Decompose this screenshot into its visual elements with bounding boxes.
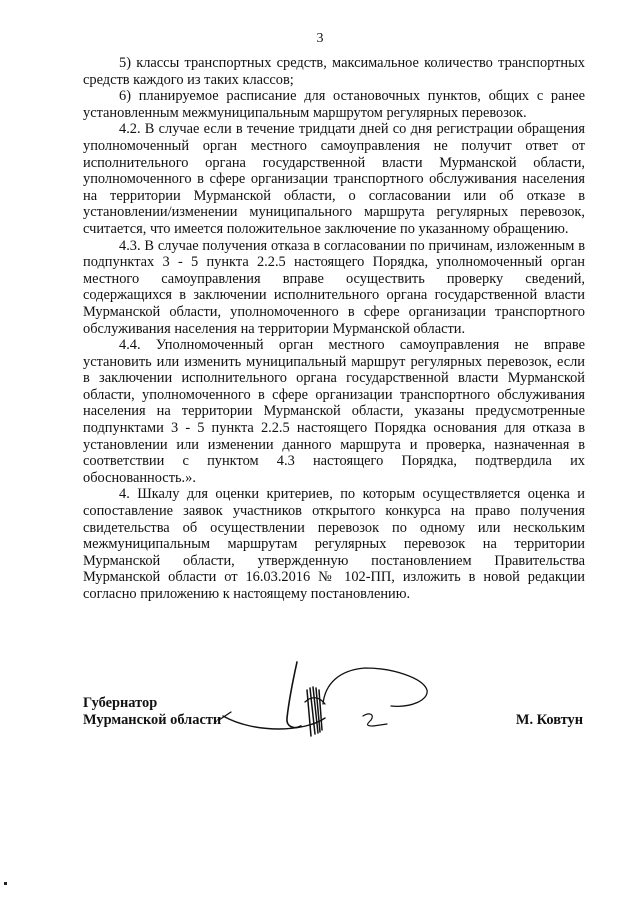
paragraph-4-4: 4.4. Уполномоченный орган местного самоуправления не вправе установить или изменить муниципальный маршрут регулярных перевозок, если в заключении исполнительного органа государственной власти Мурманской области, уполномоченного в сфере организации транспортного обслуживания населения на территории Мурманской области, указаны предусмотренные подпунктами 3 - 5 пункта 2.2.5 настоящего Порядка основания для отказа в установлении или изменении данного маршрута и проверка, назначенная в соответствии с пунктом 4.3 настоящего Порядка, подтвердила их обоснованность.». xyxy=(83,337,585,486)
paragraph-item-5-vehicle-classes: 5) классы транспортных средств, максимальное количество транспортных средств каждого из таких классов; xyxy=(83,55,585,88)
page-number: 3 xyxy=(316,31,324,46)
signatory-position xyxy=(83,695,221,729)
signatory-position-line1: Губернатор xyxy=(83,695,158,711)
handwritten-signature xyxy=(215,660,455,750)
scan-mark xyxy=(4,882,7,885)
signature-block xyxy=(0,660,640,750)
signatory-name: М. Ковтун xyxy=(515,712,583,728)
paragraph-4-2: 4.2. В случае если в течение тридцати дней со дня регистрации обращения уполномоченный орган местного самоуправления не получит ответ от исполнительного органа государственной власти Мурманской области, уполномоченного в сфере организации транспортного обслуживания населения на территории Мурманской области, о согласовании или об отказе в установлении/изменении муниципального маршрута регулярных перевозок, считается, что имеется положительное заключение по указанному обращению. xyxy=(83,121,585,237)
paragraph-4-criteria-scale: 4. Шкалу для оценки критериев, по которым осуществляется оценка и сопоставление заявок участников открытого конкурса на право получения свидетельства об осуществлении перевозок по одному или нескольким межмуниципальным маршрутам регулярных перевозок на территории Мурманской области, утвержденную постановлением Правительства Мурманской области от 16.03.2016 № 102-ПП, изложить в новой редакции согласно приложению к настоящему постановлению. xyxy=(83,486,585,602)
paragraph-4-3: 4.3. В случае получения отказа в согласовании по причинам, изложенным в подпунктах 3 - 5 пункта 2.2.5 настоящего Порядка, уполномоченный орган местного самоуправления вправе осуществить проверку сведений, содержащихся в заключении исполнительного органа государственной власти Мурманской области, уполномоченного в сфере организации транспортного обслуживания населения на территории Мурманской области. xyxy=(83,237,585,337)
document-body xyxy=(83,55,585,603)
signatory-position-line2: Мурманской области xyxy=(83,712,222,728)
paragraph-item-6-schedule: 6) планируемое расписание для остановочных пунктов, общих с ранее установленным межмуниципальным маршрутом регулярных перевозок. xyxy=(83,88,585,121)
